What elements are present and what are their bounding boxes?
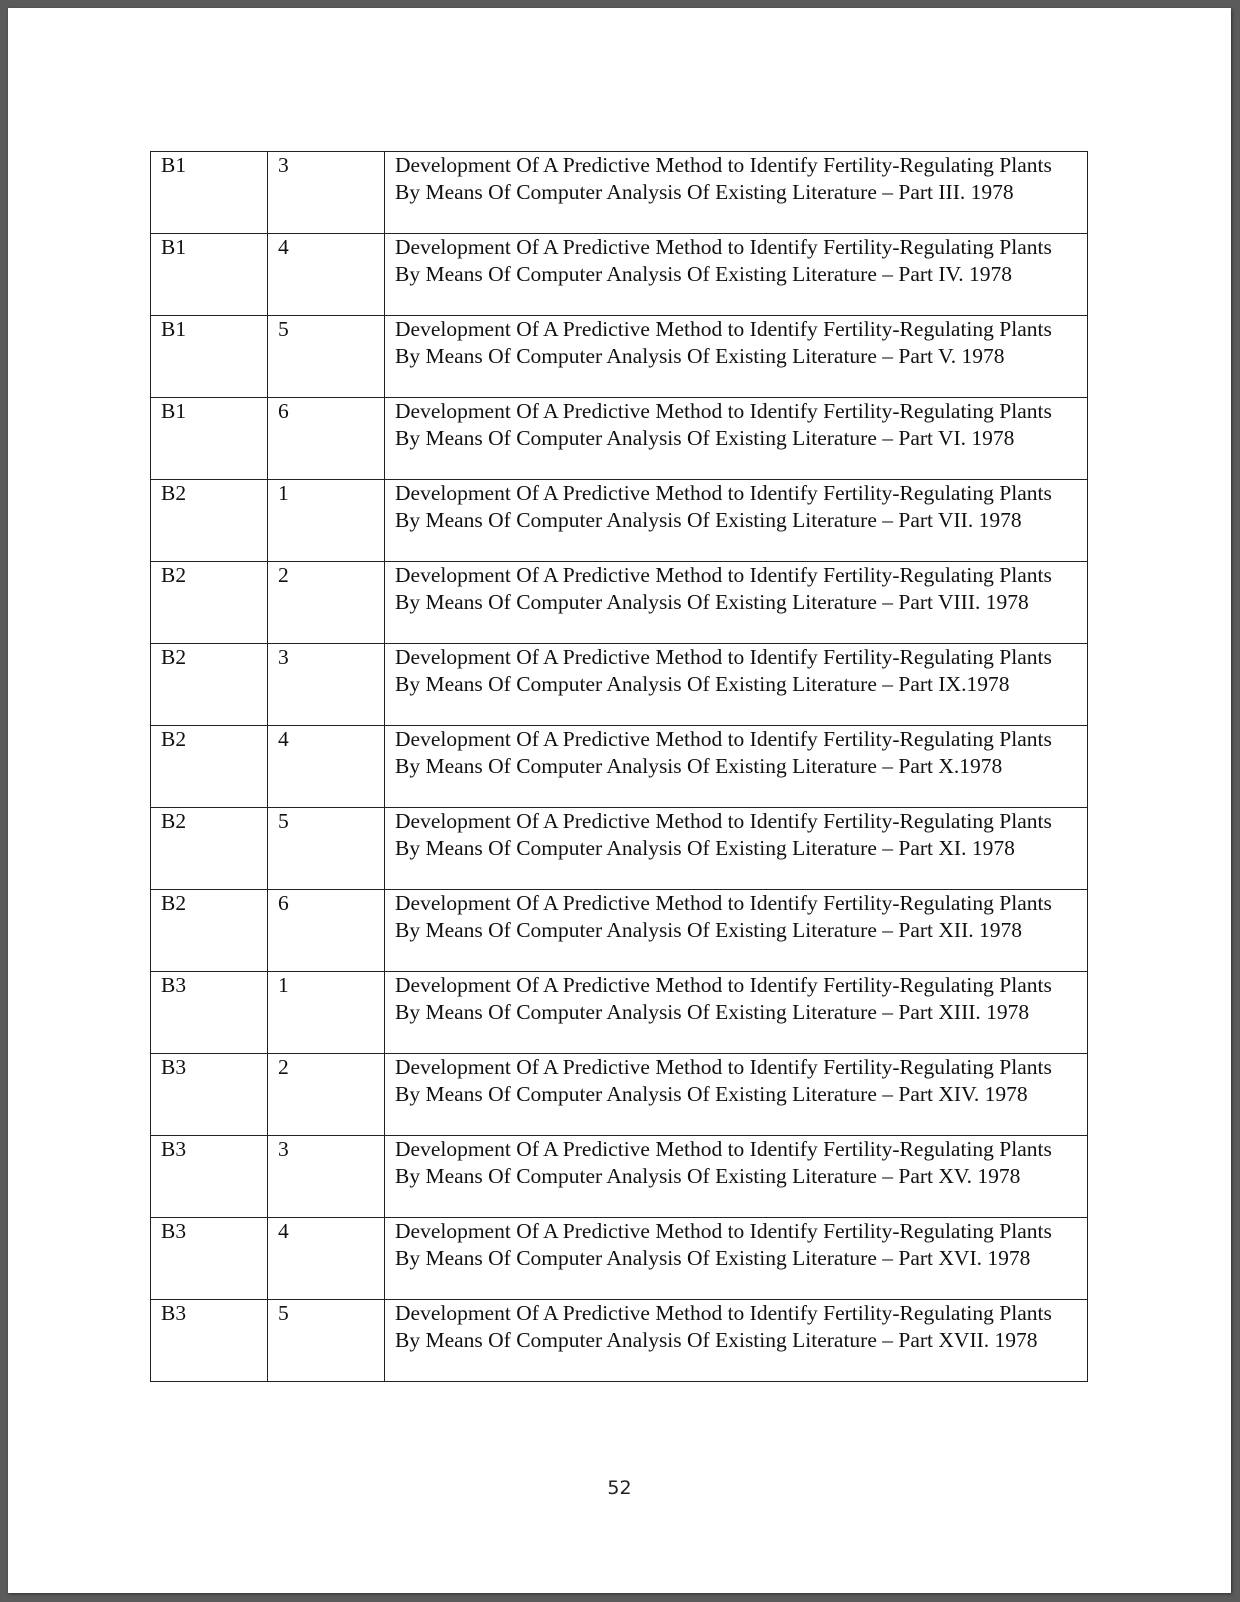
table-row	[151, 972, 1088, 1054]
table-row	[151, 726, 1088, 808]
folder-number-cell: 6	[268, 398, 385, 480]
title-cell: Development Of A Predictive Method to Identify Fertility-Regulating Plants By Means Of Computer Analysis Of Existing Literature – Part XVII. 1978	[385, 1300, 1088, 1382]
title-cell: Development Of A Predictive Method to Identify Fertility-Regulating Plants By Means Of Computer Analysis Of Existing Literature – Part IX.1978	[385, 644, 1088, 726]
title-cell: Development Of A Predictive Method to Identify Fertility-Regulating Plants By Means Of Computer Analysis Of Existing Literature – Part VIII. 1978	[385, 562, 1088, 644]
box-cell: B2	[151, 890, 268, 972]
folder-number-cell: 3	[268, 644, 385, 726]
folder-number-cell: 4	[268, 234, 385, 316]
box-cell: B3	[151, 1054, 268, 1136]
title-cell: Development Of A Predictive Method to Identify Fertility-Regulating Plants By Means Of Computer Analysis Of Existing Literature – Part XIII. 1978	[385, 972, 1088, 1054]
table-row	[151, 1300, 1088, 1382]
box-cell: B1	[151, 398, 268, 480]
table-row	[151, 316, 1088, 398]
table-row	[151, 890, 1088, 972]
box-cell: B3	[151, 972, 268, 1054]
folder-number-cell: 5	[268, 808, 385, 890]
document-page	[8, 8, 1231, 1593]
folder-number-cell: 3	[268, 152, 385, 234]
folder-number-cell: 5	[268, 316, 385, 398]
box-cell: B2	[151, 480, 268, 562]
box-cell: B2	[151, 644, 268, 726]
box-cell: B3	[151, 1218, 268, 1300]
table-row	[151, 234, 1088, 316]
box-cell: B2	[151, 808, 268, 890]
folder-number-cell: 1	[268, 972, 385, 1054]
folder-number-cell: 1	[268, 480, 385, 562]
box-cell: B1	[151, 152, 268, 234]
title-cell: Development Of A Predictive Method to Identify Fertility-Regulating Plants By Means Of Computer Analysis Of Existing Literature – Part III. 1978	[385, 152, 1088, 234]
table-row	[151, 562, 1088, 644]
box-cell: B2	[151, 562, 268, 644]
title-cell: Development Of A Predictive Method to Identify Fertility-Regulating Plants By Means Of Computer Analysis Of Existing Literature – Part VII. 1978	[385, 480, 1088, 562]
records-table-body	[151, 152, 1088, 1382]
title-cell: Development Of A Predictive Method to Identify Fertility-Regulating Plants By Means Of Computer Analysis Of Existing Literature – Part VI. 1978	[385, 398, 1088, 480]
title-cell: Development Of A Predictive Method to Identify Fertility-Regulating Plants By Means Of Computer Analysis Of Existing Literature – Part XII. 1978	[385, 890, 1088, 972]
title-cell: Development Of A Predictive Method to Identify Fertility-Regulating Plants By Means Of Computer Analysis Of Existing Literature – Part IV. 1978	[385, 234, 1088, 316]
table-row	[151, 1054, 1088, 1136]
folder-number-cell: 3	[268, 1136, 385, 1218]
title-cell: Development Of A Predictive Method to Identify Fertility-Regulating Plants By Means Of Computer Analysis Of Existing Literature – Part V. 1978	[385, 316, 1088, 398]
title-cell: Development Of A Predictive Method to Identify Fertility-Regulating Plants By Means Of Computer Analysis Of Existing Literature – Part X.1978	[385, 726, 1088, 808]
box-cell: B3	[151, 1300, 268, 1382]
table-row	[151, 152, 1088, 234]
table-row	[151, 480, 1088, 562]
table-row	[151, 808, 1088, 890]
folder-number-cell: 6	[268, 890, 385, 972]
box-cell: B3	[151, 1136, 268, 1218]
table-row	[151, 644, 1088, 726]
table-row	[151, 1218, 1088, 1300]
title-cell: Development Of A Predictive Method to Identify Fertility-Regulating Plants By Means Of Computer Analysis Of Existing Literature – Part XVI. 1978	[385, 1218, 1088, 1300]
box-cell: B1	[151, 234, 268, 316]
title-cell: Development Of A Predictive Method to Identify Fertility-Regulating Plants By Means Of Computer Analysis Of Existing Literature – Part XI. 1978	[385, 808, 1088, 890]
records-table	[150, 151, 1088, 1382]
folder-number-cell: 4	[268, 726, 385, 808]
title-cell: Development Of A Predictive Method to Identify Fertility-Regulating Plants By Means Of Computer Analysis Of Existing Literature – Part XIV. 1978	[385, 1054, 1088, 1136]
folder-number-cell: 4	[268, 1218, 385, 1300]
table-row	[151, 398, 1088, 480]
folder-number-cell: 2	[268, 562, 385, 644]
box-cell: B2	[151, 726, 268, 808]
box-cell: B1	[151, 316, 268, 398]
table-row	[151, 1136, 1088, 1218]
folder-number-cell: 2	[268, 1054, 385, 1136]
folder-number-cell: 5	[268, 1300, 385, 1382]
title-cell: Development Of A Predictive Method to Identify Fertility-Regulating Plants By Means Of Computer Analysis Of Existing Literature – Part XV. 1978	[385, 1136, 1088, 1218]
page-number: 52	[607, 1477, 632, 1499]
